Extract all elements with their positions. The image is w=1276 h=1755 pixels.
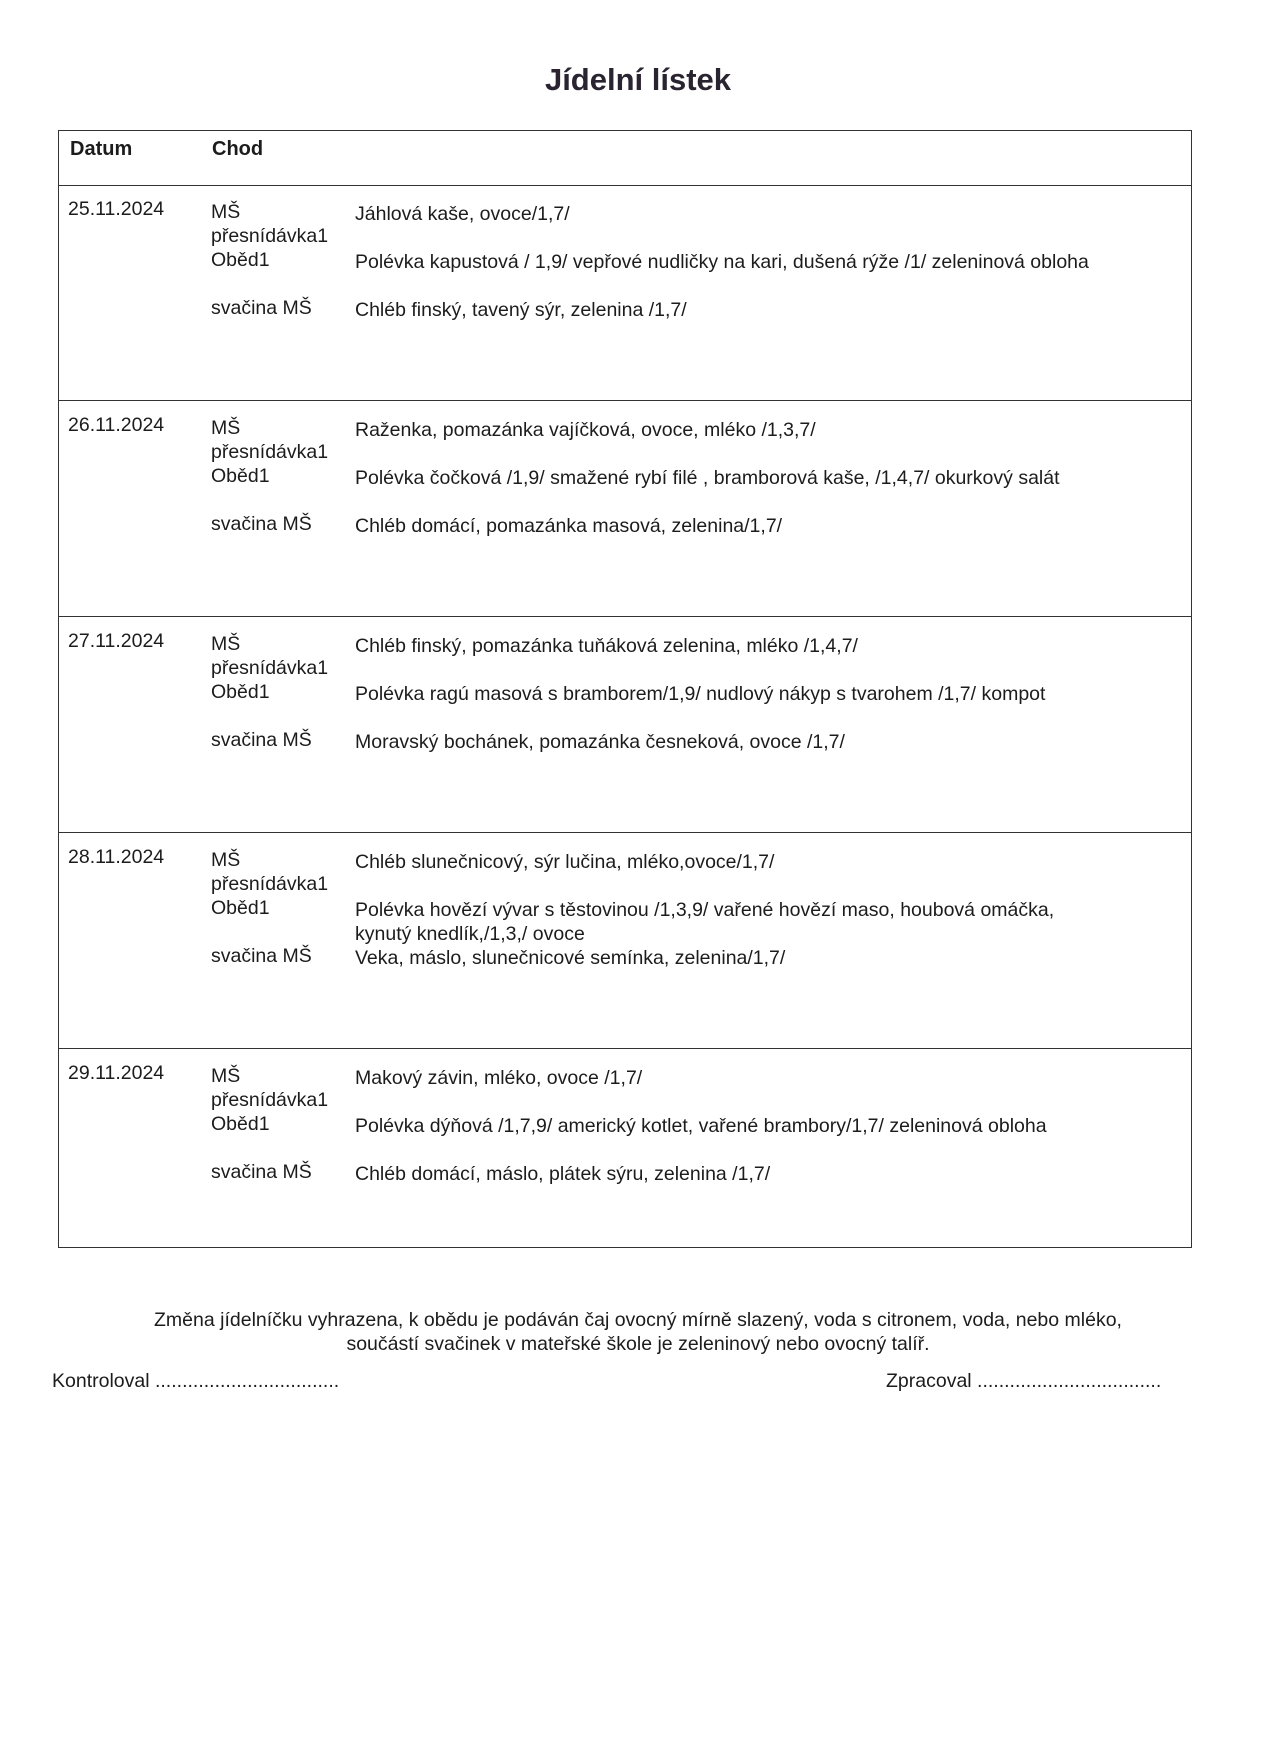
footer-note-line1: Změna jídelníčku vyhrazena, k obědu je podáván čaj ovocný mírně slazený, voda s citronem, voda, nebo mléko, bbox=[154, 1309, 1122, 1331]
course-meal: Polévka čočková /1,9/ smažené rybí filé , bramborová kaše, /1,4,7/ okurkový salát bbox=[355, 467, 1060, 489]
header-chod: Chod bbox=[212, 138, 264, 160]
day-date: 25.11.2024 bbox=[68, 198, 165, 220]
header-datum: Datum bbox=[70, 138, 133, 160]
course-meal: Jáhlová kaše, ovoce/1,7/ bbox=[355, 203, 570, 225]
course-meal: Polévka hovězí vývar s těstovinou /1,3,9/ vařené hovězí maso, houbová omáčka, kynutý knedlík,/1,3,/ ovoce bbox=[355, 899, 1055, 945]
course-name: MŠ přesnídávka1 bbox=[211, 201, 329, 247]
course-name: MŠ přesnídávka1 bbox=[211, 1065, 329, 1111]
footer-note bbox=[0, 1308, 1276, 1356]
course-meal: Chléb domácí, pomazánka masová, zelenina/1,7/ bbox=[355, 515, 783, 537]
course-name: Oběd1 bbox=[211, 465, 270, 487]
course-name: svačina MŠ bbox=[211, 945, 312, 967]
prepared-by-signature: Zpracoval .................................. bbox=[886, 1370, 1162, 1392]
day-date: 28.11.2024 bbox=[68, 846, 165, 868]
course-meal: Moravský bochánek, pomazánka česneková, ovoce /1,7/ bbox=[355, 731, 845, 753]
checked-by-signature: Kontroloval .................................. bbox=[52, 1370, 340, 1392]
day-row bbox=[59, 186, 1191, 401]
course-meal: Polévka ragú masová s bramborem/1,9/ nudlový nákyp s tvarohem /1,7/ kompot bbox=[355, 683, 1046, 705]
day-date: 29.11.2024 bbox=[68, 1062, 165, 1084]
course-meal: Veka, máslo, slunečnicové semínka, zelenina/1,7/ bbox=[355, 947, 786, 969]
course-name: svačina MŠ bbox=[211, 1161, 312, 1183]
day-row bbox=[59, 834, 1191, 1049]
course-name: svačina MŠ bbox=[211, 297, 312, 319]
course-name: MŠ přesnídávka1 bbox=[211, 849, 329, 895]
menu-table bbox=[58, 130, 1192, 1248]
course-name: Oběd1 bbox=[211, 681, 270, 703]
course-meal: Chléb finský, tavený sýr, zelenina /1,7/ bbox=[355, 299, 687, 321]
day-date: 26.11.2024 bbox=[68, 414, 165, 436]
day-row bbox=[59, 1050, 1191, 1265]
course-name: svačina MŠ bbox=[211, 729, 312, 751]
day-row bbox=[59, 402, 1191, 617]
course-name: svačina MŠ bbox=[211, 513, 312, 535]
course-meal: Raženka, pomazánka vajíčková, ovoce, mléko /1,3,7/ bbox=[355, 419, 816, 441]
course-meal: Polévka dýňová /1,7,9/ americký kotlet, vařené brambory/1,7/ zeleninová obloha bbox=[355, 1115, 1047, 1137]
table-header bbox=[59, 131, 1191, 186]
course-meal: Chléb domácí, máslo, plátek sýru, zelenina /1,7/ bbox=[355, 1163, 771, 1185]
course-name: MŠ přesnídávka1 bbox=[211, 417, 329, 463]
course-name: MŠ přesnídávka1 bbox=[211, 633, 329, 679]
course-meal: Chléb slunečnicový, sýr lučina, mléko,ovoce/1,7/ bbox=[355, 851, 775, 873]
course-meal: Makový závin, mléko, ovoce /1,7/ bbox=[355, 1067, 643, 1089]
page-title: Jídelní lístek bbox=[544, 62, 732, 97]
day-date: 27.11.2024 bbox=[68, 630, 165, 652]
course-meal: Chléb finský, pomazánka tuňáková zelenina, mléko /1,4,7/ bbox=[355, 635, 858, 657]
course-meal: Polévka kapustová / 1,9/ vepřové nudličky na kari, dušená rýže /1/ zeleninová obloha bbox=[355, 251, 1089, 273]
course-name: Oběd1 bbox=[211, 249, 270, 271]
footer-note-line2: součástí svačinek v mateřské škole je zeleninový nebo ovocný talíř. bbox=[346, 1333, 930, 1355]
course-name: Oběd1 bbox=[211, 897, 270, 919]
course-name: Oběd1 bbox=[211, 1113, 270, 1135]
day-row bbox=[59, 618, 1191, 833]
